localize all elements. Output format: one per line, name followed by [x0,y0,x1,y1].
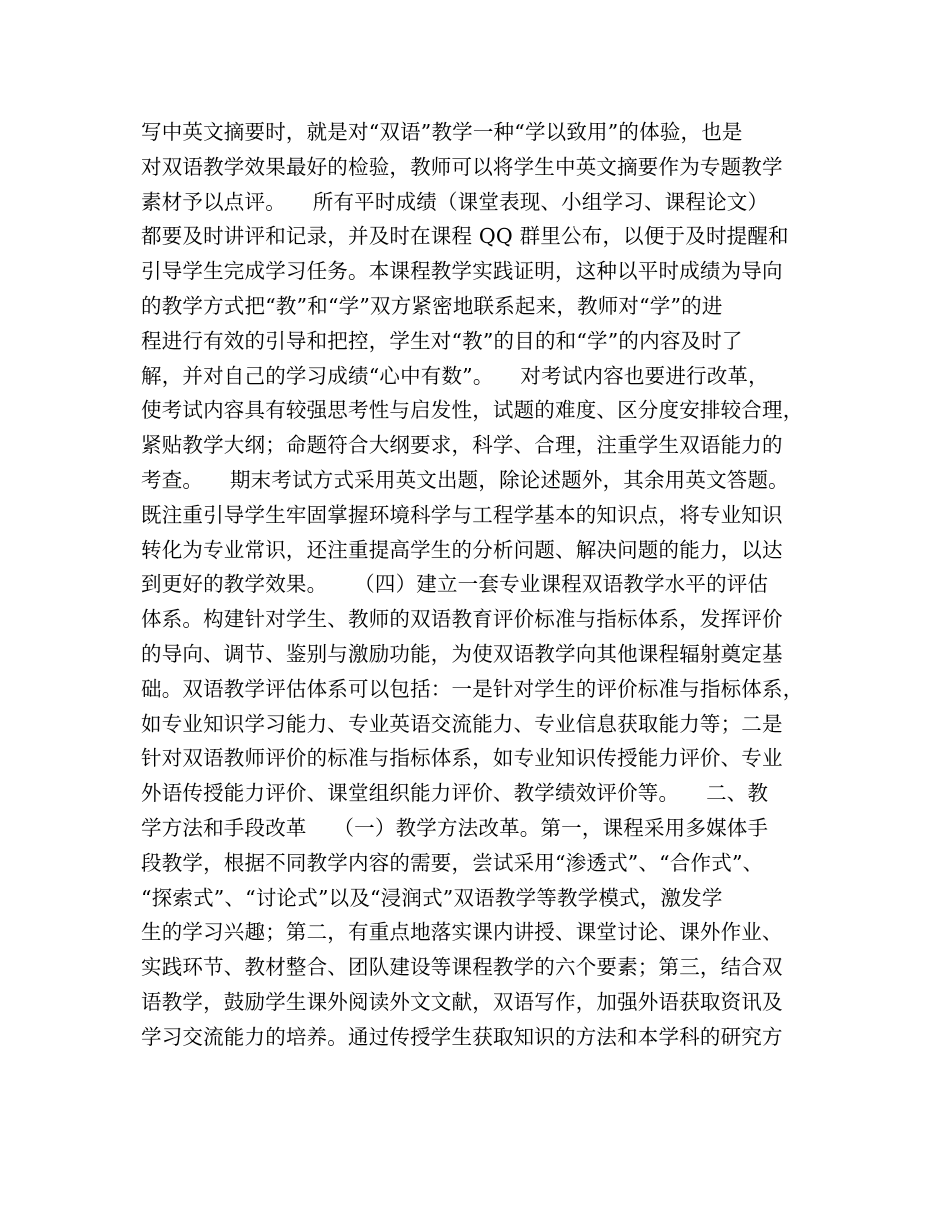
text-line: 生的学习兴趣；第二，有重点地落实课内讲授、课堂讨论、课外作业、 [141,920,783,945]
text-line: 语教学，鼓励学生课外阅读外文文献，双语写作，加强外语获取资讯及 [141,989,783,1014]
text-line: 段教学，根据不同教学内容的需要，尝试采用“渗透式”、“合作式”、 [141,850,764,875]
text-line: 使考试内容具有较强思考性与启发性，试题的难度、区分度安排较合理， [141,398,804,423]
text-line: 针对双语教师评价的标准与指标体系，如专业知识传授能力评价、专业 [141,746,783,771]
text-line: 转化为专业常识，还注重提高学生的分析问题、解决问题的能力，以达 [141,537,783,562]
text-line: 解，并对自己的学习成绩“心中有数”。 对考试内容也要进行改革， [141,363,769,388]
text-line: 都要及时讲评和记录，并及时在课程 QQ 群里公布，以便于及时提醒和 [141,224,789,249]
text-line: 学习交流能力的培养。通过传授学生获取知识的方法和本学科的研究方 [141,1024,783,1049]
text-line: 的教学方式把“教”和“学”双方紧密地联系起来，教师对“学”的进 [141,293,723,318]
text-line: 素材予以点评。 所有平时成绩（课堂表现、小组学习、课程论文） [141,189,769,214]
text-line: 对双语教学效果最好的检验，教师可以将学生中英文摘要作为专题教学 [141,154,783,179]
text-line: 体系。构建针对学生、教师的双语教育评价标准与指标体系，发挥评价 [141,607,783,632]
text-line: 实践环节、教材整合、团队建设等课程教学的六个要素；第三，结合双 [141,955,783,980]
text-line: 础。双语教学评估体系可以包括：一是针对学生的评价标准与指标体系， [141,676,804,701]
text-line: 写中英文摘要时，就是对“双语”教学一种“学以致用”的体验，也是 [141,120,743,144]
text-line: 学方法和手段改革 （一）教学方法改革。第一，课程采用多媒体手 [141,815,769,840]
text-line: 紧贴教学大纲；命题符合大纲要求，科学、合理，注重学生双语能力的 [141,433,783,458]
text-line: 外语传授能力评价、课堂组织能力评价、教学绩效评价等。 二、教 [141,781,769,806]
body-text [141,115,831,1055]
text-line: 程进行有效的引导和把控，学生对“教”的目的和“学”的内容及时了 [141,328,743,353]
text-line: 的导向、调节、鉴别与激励功能，为使双语教学向其他课程辐射奠定基 [141,641,783,666]
text-line: 如专业知识学习能力、专业英语交流能力、专业信息获取能力等；二是 [141,711,783,736]
text-line: 既注重引导学生牢固掌握环境科学与工程学基本的知识点，将专业知识 [141,502,783,527]
text-line: 考查。 期末考试方式采用英文出题，除论述题外，其余用英文答题。 [141,467,789,492]
text-line: “探索式”、“讨论式”以及“浸润式”双语教学等教学模式，激发学 [141,885,723,910]
text-line: 到更好的教学效果。 （四）建立一套专业课程双语教学水平的评估 [141,572,769,597]
text-line: 引导学生完成学习任务。本课程教学实践证明，这种以平时成绩为导向 [141,259,783,284]
